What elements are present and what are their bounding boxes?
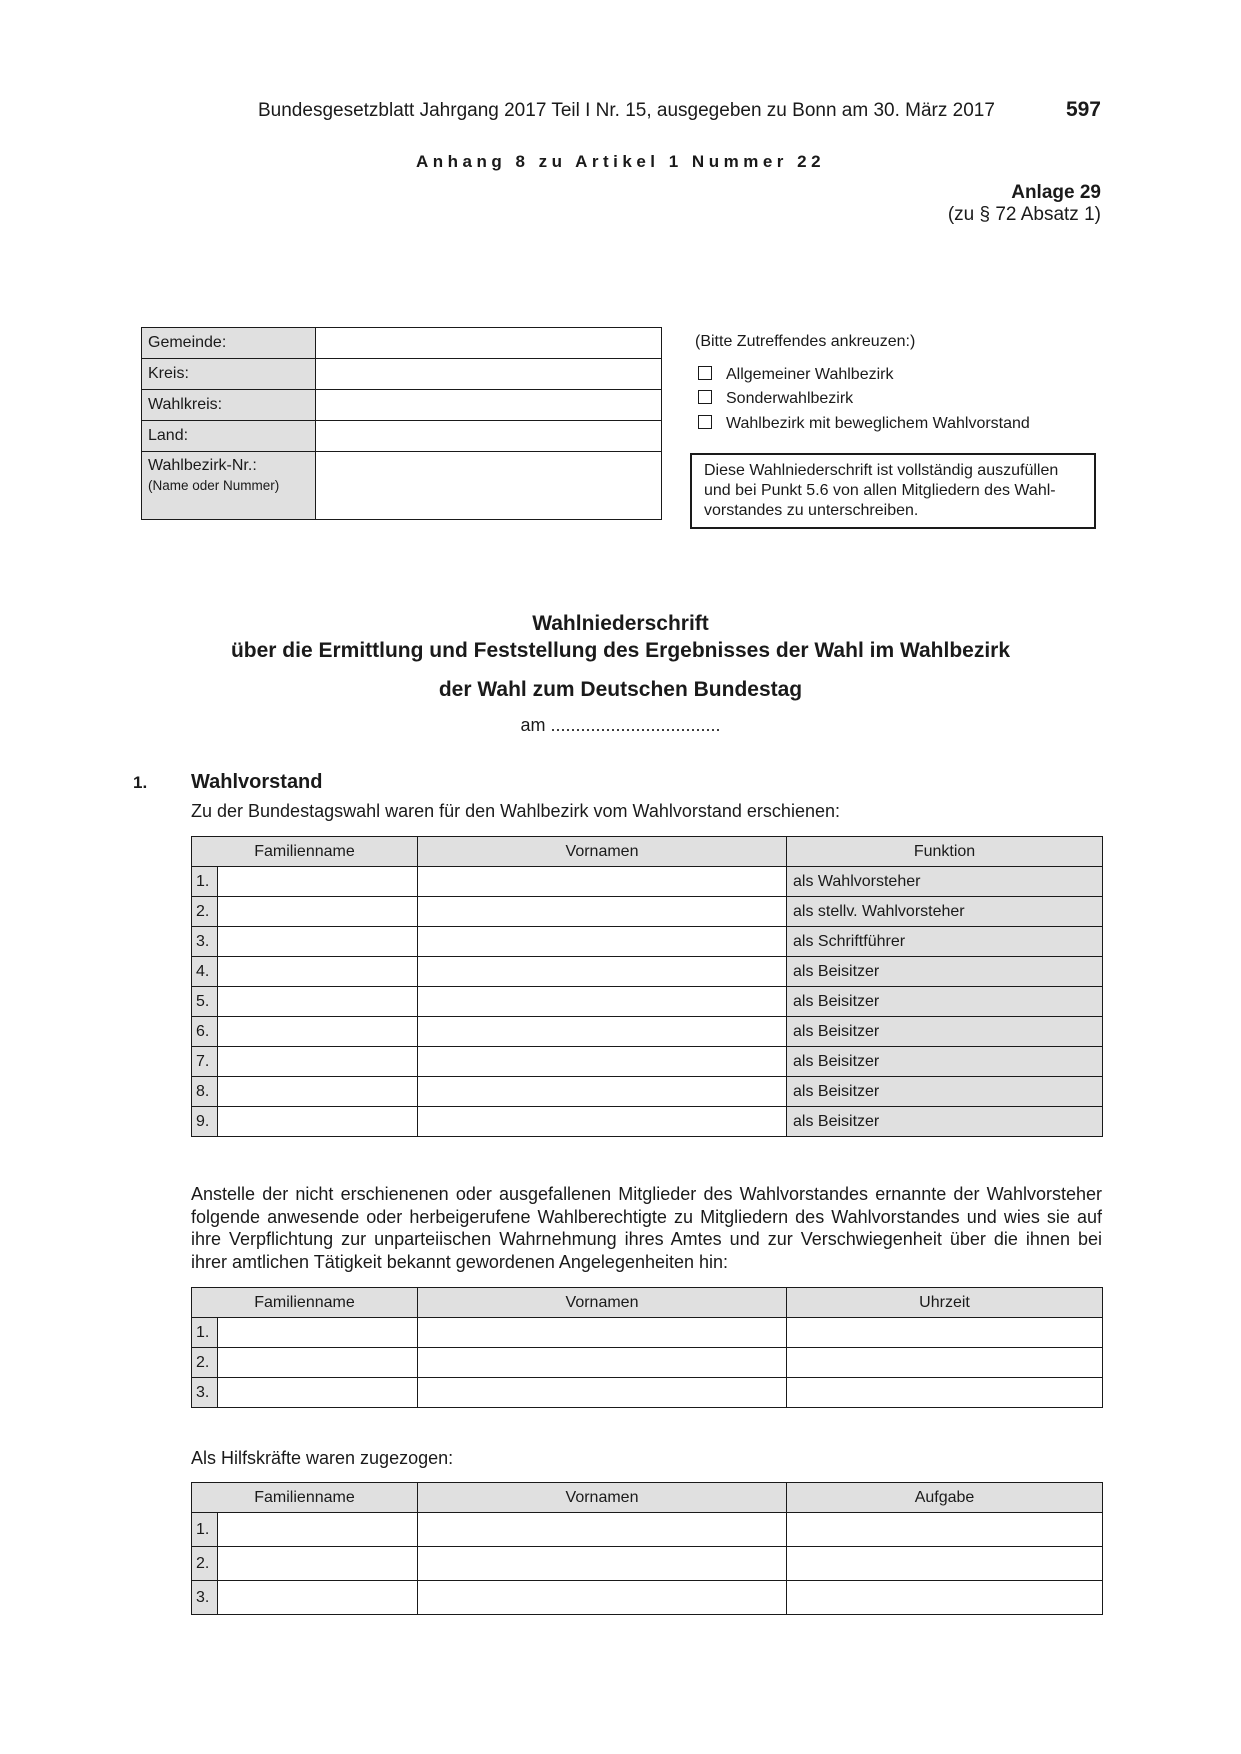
vornamen-cell[interactable] <box>418 1513 787 1547</box>
row-number: 3. <box>192 1378 218 1408</box>
table-row <box>192 1378 1103 1408</box>
column-header: Vornamen <box>418 1483 787 1513</box>
document-subtitle: über die Ermittlung und Feststellung des Ergebnisses der Wahl im Wahlbezirk <box>230 639 1011 662</box>
vornamen-cell[interactable] <box>418 1047 787 1077</box>
function-cell: als Wahlvorsteher <box>787 867 1103 897</box>
vornamen-cell[interactable] <box>418 1547 787 1581</box>
row-number: 3. <box>192 927 218 957</box>
vornamen-cell[interactable] <box>418 1077 787 1107</box>
aufgabe-cell[interactable] <box>787 1581 1103 1615</box>
wahlkreis-field[interactable] <box>316 390 662 421</box>
anlage-reference: (zu § 72 Absatz 1) <box>947 204 1101 225</box>
location-row <box>142 328 662 359</box>
function-cell: als Schriftführer <box>787 927 1103 957</box>
table-row <box>192 867 1103 897</box>
familienname-cell[interactable] <box>218 867 418 897</box>
table-header-row <box>192 1483 1103 1513</box>
helpers-paragraph: Als Hilfskräfte waren zugezogen: <box>191 1448 454 1468</box>
gemeinde-field[interactable] <box>316 328 662 359</box>
table-row <box>192 1047 1103 1077</box>
helpers-table <box>191 1482 1103 1615</box>
familienname-cell[interactable] <box>218 1513 418 1547</box>
table-row <box>192 1318 1103 1348</box>
column-header: Familienname <box>192 1483 418 1513</box>
vornamen-cell[interactable] <box>418 1581 787 1615</box>
row-number: 8. <box>192 1077 218 1107</box>
table-row <box>192 1107 1103 1137</box>
table-row <box>192 1581 1103 1615</box>
wahlbezirk-field[interactable] <box>316 452 662 520</box>
table-row <box>192 897 1103 927</box>
vornamen-cell[interactable] <box>418 897 787 927</box>
familienname-cell[interactable] <box>218 1107 418 1137</box>
vornamen-cell[interactable] <box>418 1378 787 1408</box>
section-number: 1. <box>133 773 148 792</box>
vornamen-cell[interactable] <box>418 957 787 987</box>
table-row <box>192 1077 1103 1107</box>
table-row <box>192 1348 1103 1378</box>
instruction-notice: Diese Wahlniederschrift ist vollständig auszufüllen und bei Punkt 5.6 von allen Mitgliedern des Wahlvorstandes zu unterschreiben. <box>690 453 1096 529</box>
column-header: Vornamen <box>418 837 787 867</box>
familienname-cell[interactable] <box>218 1017 418 1047</box>
uhrzeit-cell[interactable] <box>787 1348 1103 1378</box>
checkbox-hint: (Bitte Zutreffendes ankreuzen:) <box>695 333 916 350</box>
field-label: Land: <box>142 421 316 452</box>
land-field[interactable] <box>316 421 662 452</box>
row-number: 1. <box>192 1513 218 1547</box>
row-number: 7. <box>192 1047 218 1077</box>
table-row <box>192 1017 1103 1047</box>
checkbox-option[interactable] <box>698 366 893 384</box>
table-header-row <box>192 837 1103 867</box>
uhrzeit-cell[interactable] <box>787 1318 1103 1348</box>
vornamen-cell[interactable] <box>418 867 787 897</box>
replacement-members-table <box>191 1287 1103 1408</box>
gazette-header: Bundesgesetzblatt Jahrgang 2017 Teil I Nr. 15, ausgegeben zu Bonn am 30. März 2017 <box>258 100 995 121</box>
vornamen-cell[interactable] <box>418 1017 787 1047</box>
row-number: 4. <box>192 957 218 987</box>
aufgabe-cell[interactable] <box>787 1513 1103 1547</box>
checkbox-option[interactable] <box>698 415 1030 433</box>
familienname-cell[interactable] <box>218 1077 418 1107</box>
function-cell: als Beisitzer <box>787 1047 1103 1077</box>
wahlbezirk-label: Wahlbezirk-Nr.: <box>148 457 257 474</box>
location-row <box>142 452 662 520</box>
row-number: 2. <box>192 1547 218 1581</box>
checkbox-option[interactable] <box>698 390 853 408</box>
column-header: Vornamen <box>418 1288 787 1318</box>
location-row <box>142 421 662 452</box>
anhang-heading: Anhang 8 zu Artikel 1 Nummer 22 <box>415 152 826 171</box>
document-title: Wahlniederschrift <box>532 612 709 635</box>
checkbox-label: Wahlbezirk mit beweglichem Wahlvorstand <box>726 415 1030 432</box>
column-header: Funktion <box>787 837 1103 867</box>
familienname-cell[interactable] <box>218 1047 418 1077</box>
vornamen-cell[interactable] <box>418 927 787 957</box>
date-line: am .................................. <box>520 715 721 735</box>
table-row <box>192 927 1103 957</box>
function-cell: als Beisitzer <box>787 1077 1103 1107</box>
function-cell: als Beisitzer <box>787 1017 1103 1047</box>
uhrzeit-cell[interactable] <box>787 1378 1103 1408</box>
location-table <box>141 327 662 520</box>
familienname-cell[interactable] <box>218 927 418 957</box>
familienname-cell[interactable] <box>218 1348 418 1378</box>
kreis-field[interactable] <box>316 359 662 390</box>
field-label <box>142 452 316 520</box>
vornamen-cell[interactable] <box>418 1348 787 1378</box>
familienname-cell[interactable] <box>218 1378 418 1408</box>
wahlvorstand-table <box>191 836 1103 1137</box>
anlage-block <box>948 182 1101 226</box>
field-label: Kreis: <box>142 359 316 390</box>
page-number: 597 <box>1065 98 1101 121</box>
familienname-cell[interactable] <box>218 897 418 927</box>
location-row <box>142 359 662 390</box>
wahlbezirk-sublabel: (Name oder Nummer) <box>148 478 280 493</box>
checkbox-label: Sonderwahlbezirk <box>726 390 854 407</box>
checkbox-square-icon[interactable] <box>698 366 712 380</box>
row-number: 2. <box>192 1348 218 1378</box>
row-number: 5. <box>192 987 218 1017</box>
vornamen-cell[interactable] <box>418 1107 787 1137</box>
row-number: 2. <box>192 897 218 927</box>
table-row <box>192 987 1103 1017</box>
field-label: Gemeinde: <box>142 328 316 359</box>
vornamen-cell[interactable] <box>418 1318 787 1348</box>
function-cell: als Beisitzer <box>787 1107 1103 1137</box>
familienname-cell[interactable] <box>218 1547 418 1581</box>
table-row <box>192 1513 1103 1547</box>
column-header: Familienname <box>192 837 418 867</box>
row-number: 1. <box>192 1318 218 1348</box>
section-intro: Zu der Bundestagswahl waren für den Wahlbezirk vom Wahlvorstand erschienen: <box>191 801 840 821</box>
row-number: 6. <box>192 1017 218 1047</box>
replacement-paragraph: Anstelle der nicht erschienenen oder ausgefallenen Mitglieder des Wahlvorstandes ernannte der Wahlvorsteher folgende anwesende oder herbeigerufene Wahlberechtigte zu Mitgliedern des Wahlvorstandes und wies sie auf ihre Verpflichtung zur unparteiischen Wahrnehmung ihres Amtes und zur Verschwiegenheit über die ihnen bei ihrer amtlichen Tätigkeit bekannt gewordenen Angelegenheiten hin: <box>191 1184 1102 1272</box>
vornamen-cell[interactable] <box>418 987 787 1017</box>
aufgabe-cell[interactable] <box>787 1547 1103 1581</box>
checkbox-square-icon[interactable] <box>698 415 712 429</box>
familienname-cell[interactable] <box>218 987 418 1017</box>
election-title: der Wahl zum Deutschen Bundestag <box>438 678 803 701</box>
checkbox-label: Allgemeiner Wahlbezirk <box>726 366 894 383</box>
function-cell: als Beisitzer <box>787 957 1103 987</box>
location-row <box>142 390 662 421</box>
checkbox-square-icon[interactable] <box>698 390 712 404</box>
column-header: Uhrzeit <box>787 1288 1103 1318</box>
row-number: 1. <box>192 867 218 897</box>
familienname-cell[interactable] <box>218 1318 418 1348</box>
section-title: Wahlvorstand <box>191 771 323 793</box>
anlage-title: Anlage 29 <box>1011 182 1101 203</box>
table-row <box>192 957 1103 987</box>
familienname-cell[interactable] <box>218 1581 418 1615</box>
field-label: Wahlkreis: <box>142 390 316 421</box>
table-header-row <box>192 1288 1103 1318</box>
function-cell: als stellv. Wahlvorsteher <box>787 897 1103 927</box>
function-cell: als Beisitzer <box>787 987 1103 1017</box>
familienname-cell[interactable] <box>218 957 418 987</box>
row-number: 9. <box>192 1107 218 1137</box>
row-number: 3. <box>192 1581 218 1615</box>
column-header: Aufgabe <box>787 1483 1103 1513</box>
table-row <box>192 1547 1103 1581</box>
column-header: Familienname <box>192 1288 418 1318</box>
